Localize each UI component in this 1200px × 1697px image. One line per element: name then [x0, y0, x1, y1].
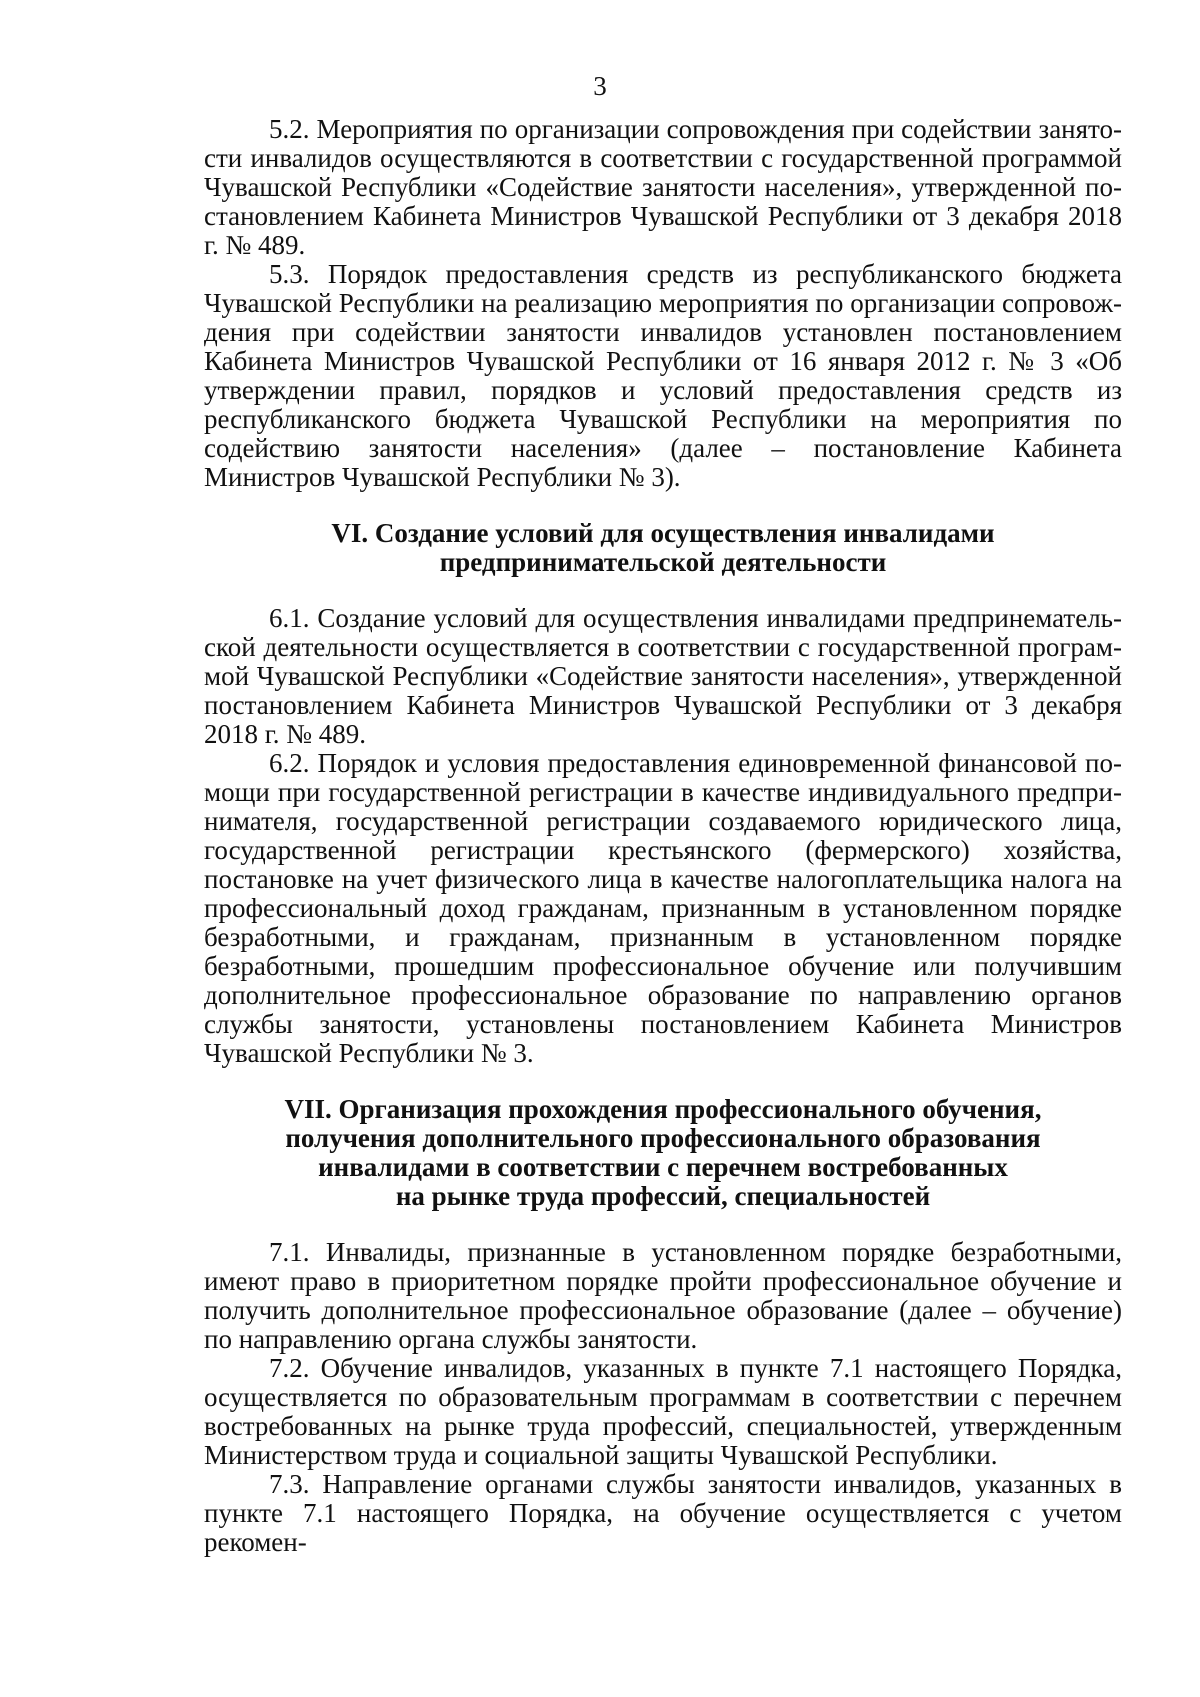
paragraph-6-2: 6.2. Порядок и условия предоставления единовременной финансовой помощи при государственной регистрации в качестве индивидуального предпринимателя, государственной регистрации создаваемого юридического лица, государственной регистрации крестьянского (фермерского) хозяйства, постановке на учет физического лица в качестве налогоплательщика налога на профессиональный доход гражданам, признанным в установленном порядке безработными, и гражданам, признанным в установленном порядке безработными, прошедшим профессиональное обучение или получившим дополнительное профессиональное образование по направлению органов службы занятости, установлены постановлением Кабинета Министров Чувашской Республики № 3.	[204, 748, 1122, 1068]
section-heading-vii-line-3: инвалидами в соответствии с перечнем востребованных	[318, 1152, 1008, 1182]
section-heading-vi-line-1: VI. Создание условий для осуществления инвалидами	[331, 518, 995, 548]
paragraph-7-1: 7.1. Инвалиды, признанные в установленном порядке безработными, имеют право в приоритетном порядке пройти профессиональное обучение и получить дополнительное профессиональное образование (далее – обучение) по направлению органа службы занятости.	[204, 1237, 1122, 1354]
paragraph-5-2: 5.2. Мероприятия по организации сопровождения при содействии занятости инвалидов осуществляются в соответствии с государственной программой Чувашской Республики «Содействие занятости населения», утвержденной постановлением Кабинета Министров Чувашской Республики от 3 декабря 2018 г. № 489.	[204, 114, 1122, 260]
page-number: 3	[593, 71, 607, 101]
paragraph-7-3: 7.3. Направление органами службы занятости инвалидов, указанных в пункте 7.1 настоящего Порядка, на обучение осуществляется с учетом рекомен-	[204, 1469, 1122, 1557]
section-heading-vii-line-2: получения дополнительного профессионального образования	[285, 1123, 1041, 1153]
paragraph-6-1: 6.1. Создание условий для осуществления инвалидами предпринемательской деятельности осуществляется в соответствии с государственной программой Чувашской Республики «Содействие занятости населения», утвержденной постановлением Кабинета Министров Чувашской Республики от 3 декабря 2018 г. № 489.	[204, 603, 1122, 749]
paragraph-5-3: 5.3. Порядок предоставления средств из республиканского бюджета Чувашской Республики на реализацию мероприятия по организации сопровождения при содействии занятости инвалидов установлен постановлением Кабинета Министров Чувашской Республики от 16 января 2012 г. № 3 «Об утверждении правил, порядков и условий предоставления средств из республиканского бюджета Чувашской Республики на мероприятия по содействию занятости населения» (далее – постановление Кабинета Министров Чувашской Республики № 3).	[204, 259, 1122, 492]
section-heading-vi-line-2: предпринимательской деятельности	[439, 547, 887, 577]
section-heading-vii-line-4: на рынке труда профессий, специальностей	[395, 1181, 931, 1211]
section-heading-vii-line-1: VII. Организация прохождения профессионального обучения,	[284, 1094, 1042, 1124]
paragraph-7-2: 7.2. Обучение инвалидов, указанных в пункте 7.1 настоящего Порядка, осуществляется по образовательным программам в соответствии с перечнем востребованных на рынке труда профессий, специальностей, утвержденным Министерством труда и социальной защиты Чувашской Республики.	[204, 1353, 1122, 1470]
document-body	[204, 115, 1122, 1557]
